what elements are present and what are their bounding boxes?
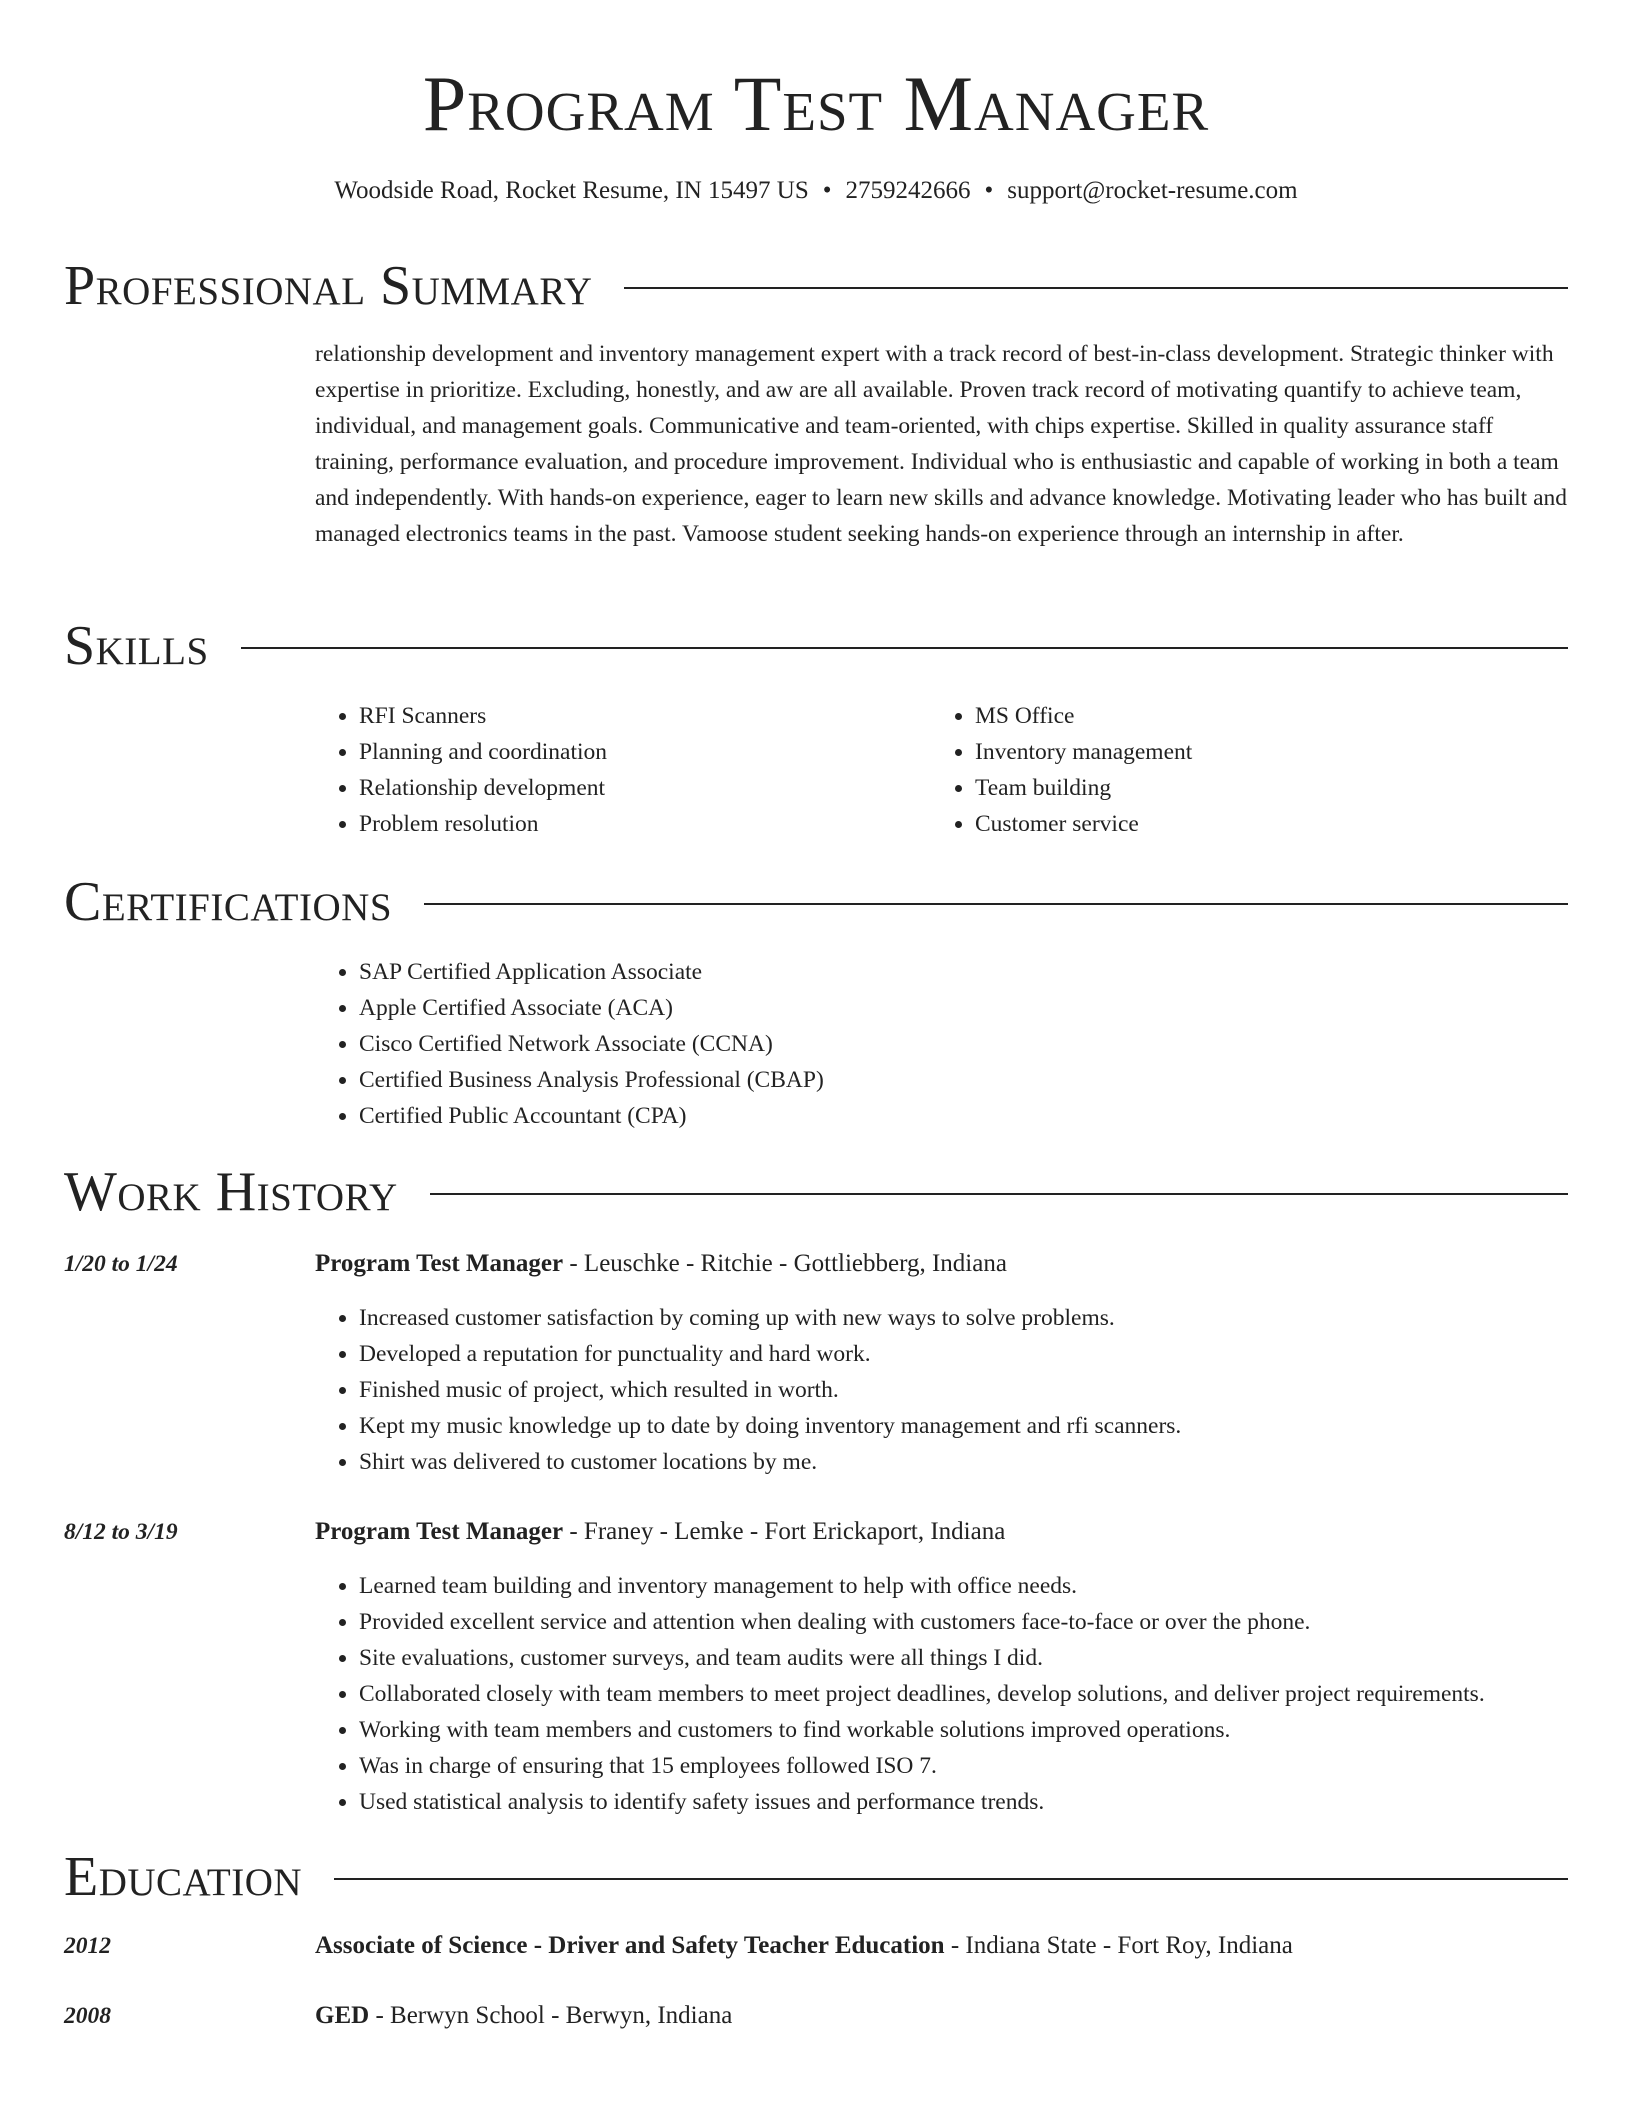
education-year: 2012 [64,1933,111,1959]
skills-list-left [315,698,607,842]
contact-phone: 2759242666 [845,177,971,204]
summary-heading: Professional Summary [64,255,593,317]
candidate-name: Program Test Manager [422,60,1210,147]
skill-item: • MS Office [975,698,1192,734]
skill-item: • RFI Scanners [359,698,607,734]
education-section-header [64,1843,1568,1911]
education-line [315,1928,1293,1964]
job-bullet: • Site evaluations, customer surveys, and team audits were all things I did. [359,1640,1485,1676]
job-bullet: • Kept my music knowledge up to date by doing inventory management and rfi scanners. [359,1408,1181,1444]
certifications-list [315,954,824,1134]
contact-separator: • [984,177,994,204]
contact-email: support@rocket-resume.com [1007,177,1298,204]
section-divider [334,1878,1568,1880]
contact-line [0,173,1632,209]
summary-text: relationship development and inventory management expert with a track record of best-in-class development. Strategic thinker with expertise in prioritize. Excluding, honestly, and aw are all available. Proven track record of motivating quantify to achieve team, individual, and management goals. Communicative and team-oriented, with chips expertise. Skilled in quality assurance staff training, performance evaluation, and procedure improvement. Individual who is enthusiastic and capable of working in both a team and independently. With hands-on experience, eager to learn new skills and advance knowledge. Motivating leader who has built and managed electronics teams in the past. Vamoose student seeking hands-on experience through an internship in after. [315,341,1567,547]
job-title: Program Test Manager [315,1518,564,1545]
certification-item: • Cisco Certified Network Associate (CCNA) [359,1026,824,1062]
work-heading: Work History [64,1161,398,1223]
skill-item: • Relationship development [359,770,607,806]
work-section-header [64,1158,1568,1226]
job-bullet: • Increased customer satisfaction by coming up with new ways to solve problems. [359,1300,1181,1336]
education-line [315,1998,732,2034]
skills-list-right [931,698,1192,842]
skill-item: • Problem resolution [359,806,607,842]
contact-address: Woodside Road, Rocket Resume, IN 15497 US [334,177,809,204]
education-degree: GED [315,2002,370,2029]
certifications-section-header [64,868,1568,936]
job-bullet: • Used statistical analysis to identify safety issues and performance trends. [359,1784,1485,1820]
skills-heading: Skills [64,615,209,677]
education-degree: Associate of Science - Driver and Safety Teacher Education [315,1932,945,1959]
section-divider [241,647,1568,649]
summary-section-header [64,252,1568,320]
job-employer: - Leuschke - Ritchie - Gottliebberg, Indiana [563,1250,1007,1277]
job-dates: 8/12 to 3/19 [64,1519,178,1545]
section-divider [624,287,1568,289]
section-divider [424,903,1568,905]
education-year: 2008 [64,2003,111,2029]
education-school: - Indiana State - Fort Roy, Indiana [944,1932,1293,1959]
job-title: Program Test Manager [315,1250,564,1277]
contact-separator: • [822,177,832,204]
job-bullet: • Learned team building and inventory management to help with office needs. [359,1568,1485,1604]
certification-item: • SAP Certified Application Associate [359,954,824,990]
skill-item: • Customer service [975,806,1192,842]
job-employer: - Franey - Lemke - Fort Erickaport, Indiana [563,1518,1006,1545]
certification-item: • Certified Business Analysis Professional (CBAP) [359,1062,824,1098]
job-bullets [315,1568,1485,1820]
education-school: - Berwyn School - Berwyn, Indiana [369,2002,733,2029]
job-title-line [315,1246,1007,1282]
section-divider [430,1193,1568,1195]
job-dates: 1/20 to 1/24 [64,1251,178,1277]
skills-section-header [64,612,1568,680]
education-heading: Education [64,1846,303,1908]
certifications-heading: Certifications [64,871,393,933]
skill-item: • Team building [975,770,1192,806]
job-bullets [315,1300,1181,1480]
job-bullet: • Provided excellent service and attention when dealing with customers face-to-face or over the phone. [359,1604,1485,1640]
job-bullet: • Collaborated closely with team members to meet project deadlines, develop solutions, and deliver project requirements. [359,1676,1485,1712]
job-bullet: • Finished music of project, which resulted in worth. [359,1372,1181,1408]
skill-item: • Inventory management [975,734,1192,770]
job-bullet: • Working with team members and customers to find workable solutions improved operations. [359,1712,1485,1748]
job-bullet: • Was in charge of ensuring that 15 employees followed ISO 7. [359,1748,1485,1784]
job-title-line [315,1514,1005,1550]
job-bullet: • Shirt was delivered to customer locations by me. [359,1444,1181,1480]
skill-item: • Planning and coordination [359,734,607,770]
certification-item: • Certified Public Accountant (CPA) [359,1098,824,1134]
job-bullet: • Developed a reputation for punctuality and hard work. [359,1336,1181,1372]
certification-item: • Apple Certified Associate (ACA) [359,990,824,1026]
